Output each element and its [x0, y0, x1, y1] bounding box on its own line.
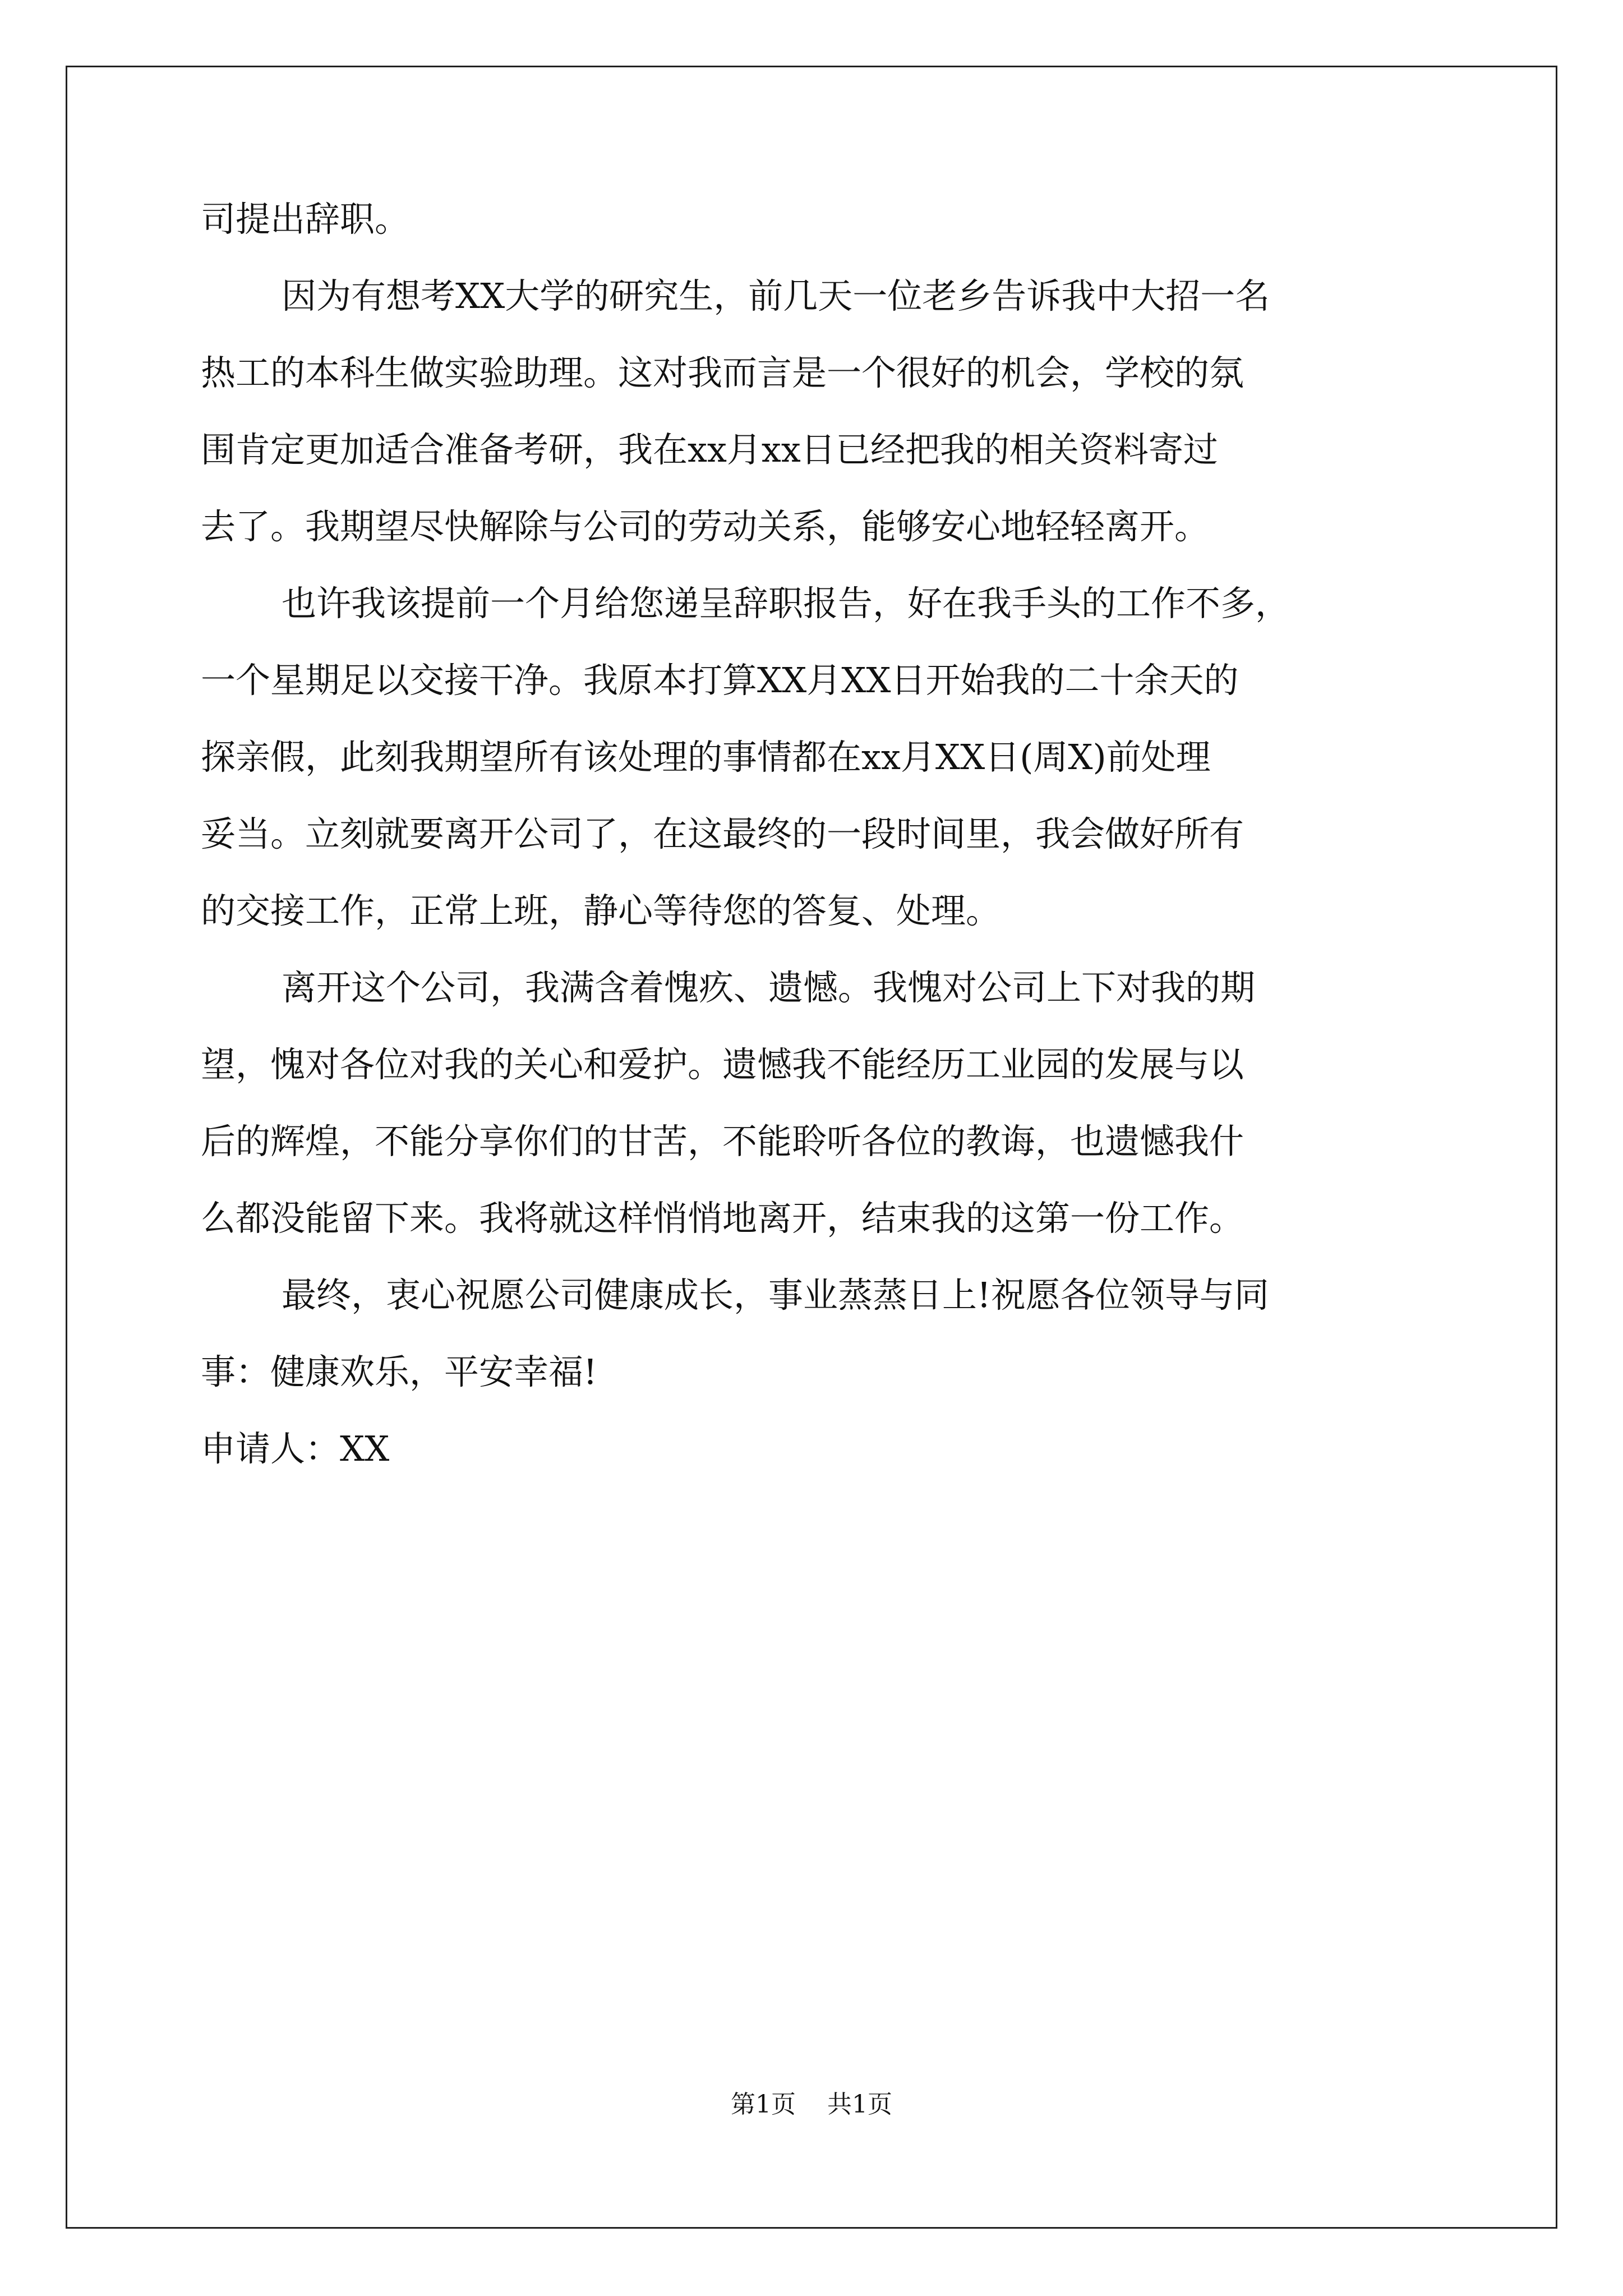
body-line: 也许我该提前一个月给您递呈辞职报告，好在我手头的工作不多，	[282, 583, 1290, 624]
body-line: 后的辉煌，不能分享你们的甘苦，不能聆听各位的教诲，也遗憾我什	[201, 1121, 1244, 1162]
body-line: 司提出辞职。	[201, 199, 410, 240]
body-line: 围肯定更加适合准备考研，我在xx月xx日已经把我的相关资料寄过	[201, 429, 1218, 470]
body-line: 热工的本科生做实验助理。这对我而言是一个很好的机会，学校的氛	[201, 352, 1244, 393]
body-line: 的交接工作，正常上班，静心等待您的答复、处理。	[201, 890, 1001, 931]
body-line: 去了。我期望尽快解除与公司的劳动关系，能够安心地轻轻离开。	[201, 506, 1210, 547]
body-line: 一个星期足以交接干净。我原本打算XX月XX日开始我的二十余天的	[201, 660, 1239, 701]
body-line: 望，愧对各位对我的关心和爱护。遗憾我不能经历工业园的发展与以	[201, 1044, 1244, 1085]
page-total: 共1页	[827, 2090, 892, 2119]
body-line: 最终，衷心祝愿公司健康成长，事业蒸蒸日上!祝愿各位领导与同	[282, 1274, 1269, 1315]
body-line: 事：健康欢乐，平安幸福!	[201, 1351, 597, 1392]
page-footer	[0, 2088, 1623, 2122]
body-line: 离开这个公司，我满含着愧疚、遗憾。我愧对公司上下对我的期	[282, 967, 1256, 1008]
body-line: 么都没能留下来。我将就这样悄悄地离开，结束我的这第一份工作。	[201, 1198, 1244, 1239]
body-line: 探亲假，此刻我期望所有该处理的事情都在xx月XX日(周X)前处理	[201, 737, 1211, 777]
signature-line: 申请人：XX	[201, 1428, 390, 1469]
body-line: 因为有想考XX大学的研究生，前几天一位老乡告诉我中大招一名	[282, 275, 1270, 316]
body-line: 妥当。立刻就要离开公司了，在这最终的一段时间里，我会做好所有	[201, 813, 1244, 854]
page-number: 第1页	[731, 2090, 796, 2119]
letter-body	[201, 181, 1435, 1487]
